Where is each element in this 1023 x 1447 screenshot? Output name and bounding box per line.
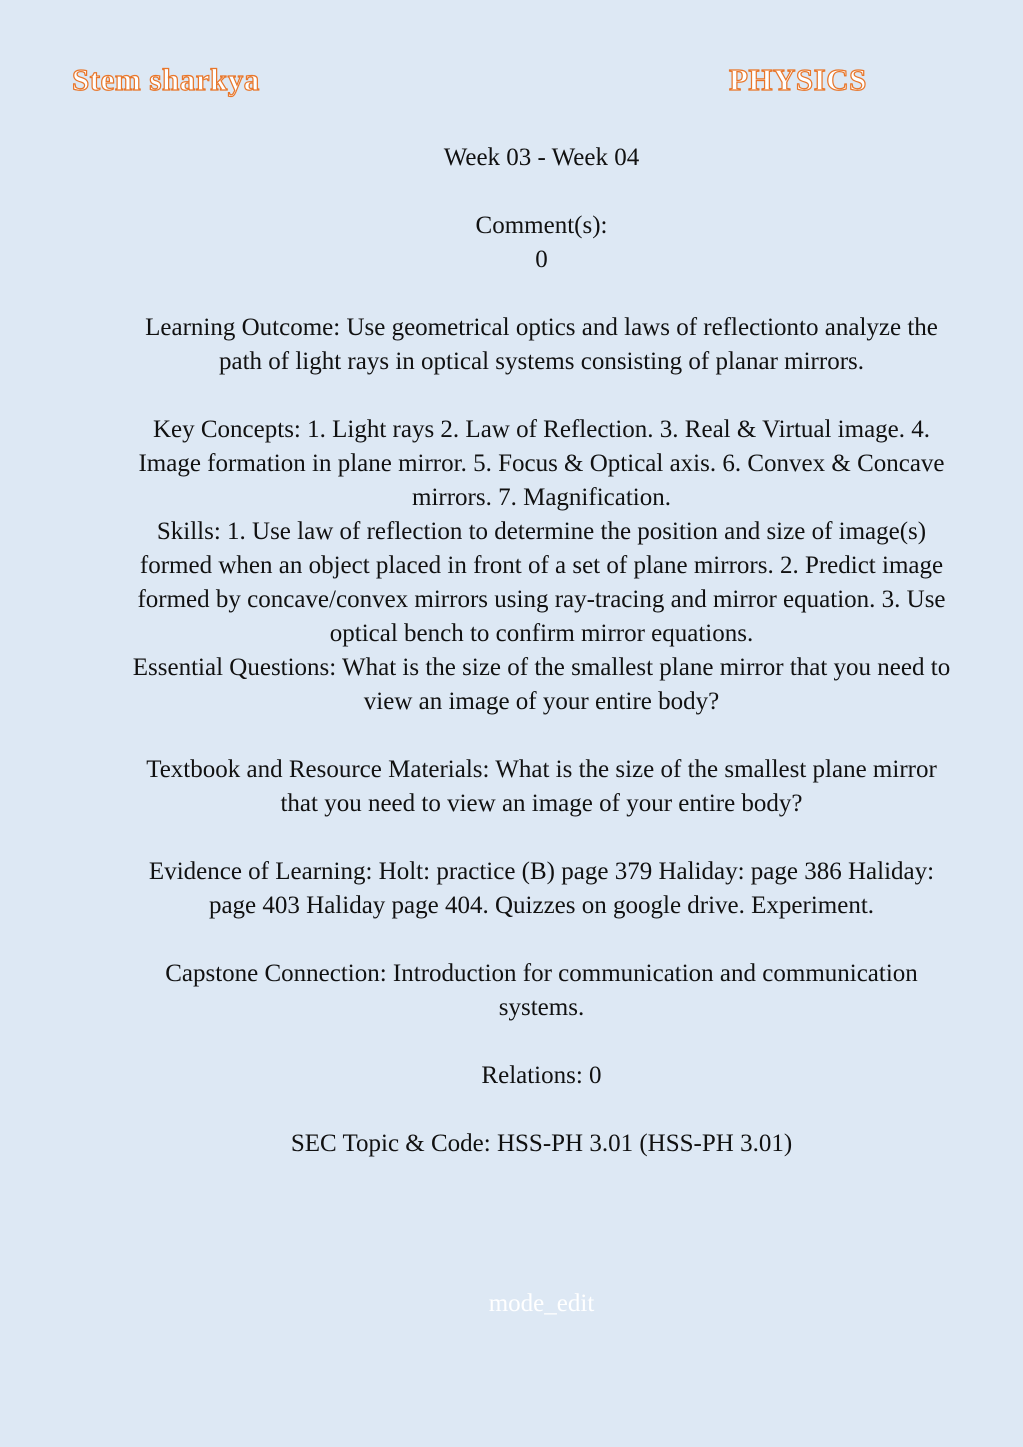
key-concepts: Key Concepts: 1. Light rays 2. Law of Reflection. 3. Real & Virtual image. 4. Image formation in plane mirror. 5. Focus & Optical axis. 6. Convex & Concave mirrors. 7. Magnification.	[138, 416, 945, 511]
capstone-connection: Capstone Connection: Introduction for communication and communication systems.	[165, 960, 918, 1021]
skills: Skills: 1. Use law of reflection to determine the position and size of image(s) formed when an object placed in front of a set of plane mirrors. 2. Predict image formed by concave/convex mirrors using ray-tracing and mirror equation. 3. Use optical bench to confirm mirror equations.	[137, 518, 946, 647]
comments-label: Comment(s):	[475, 212, 608, 239]
week-range: Week 03 - Week 04	[443, 144, 640, 171]
evidence-of-learning: Evidence of Learning: Holt: practice (B) page 379 Haliday: page 386 Haliday: page 403 Haliday page 404. Quizzes on google drive. Experiment.	[148, 858, 935, 919]
edit-icon[interactable]: mode_edit	[488, 1290, 595, 1317]
sec-topic-code: SEC Topic & Code: HSS-PH 3.01 (HSS-PH 3.01)	[290, 1130, 793, 1157]
unit-details	[125, 141, 958, 1161]
textbook-resources: Textbook and Resource Materials: What is the size of the smallest plane mirror that you need to view an image of your entire body?	[146, 756, 937, 817]
comments-count: 0	[535, 246, 548, 273]
relations: Relations: 0	[481, 1062, 602, 1089]
learning-outcome: Learning Outcome: Use geometrical optics and laws of reflectionto analyze the path of light rays in optical systems consisting of planar mirrors.	[145, 314, 938, 375]
essential-questions: Essential Questions: What is the size of the smallest plane mirror that you need to view an image of your entire body?	[132, 654, 951, 715]
brand-logo-text: Stem sharkya	[72, 62, 260, 97]
subject-title: PHYSICS	[729, 62, 867, 97]
